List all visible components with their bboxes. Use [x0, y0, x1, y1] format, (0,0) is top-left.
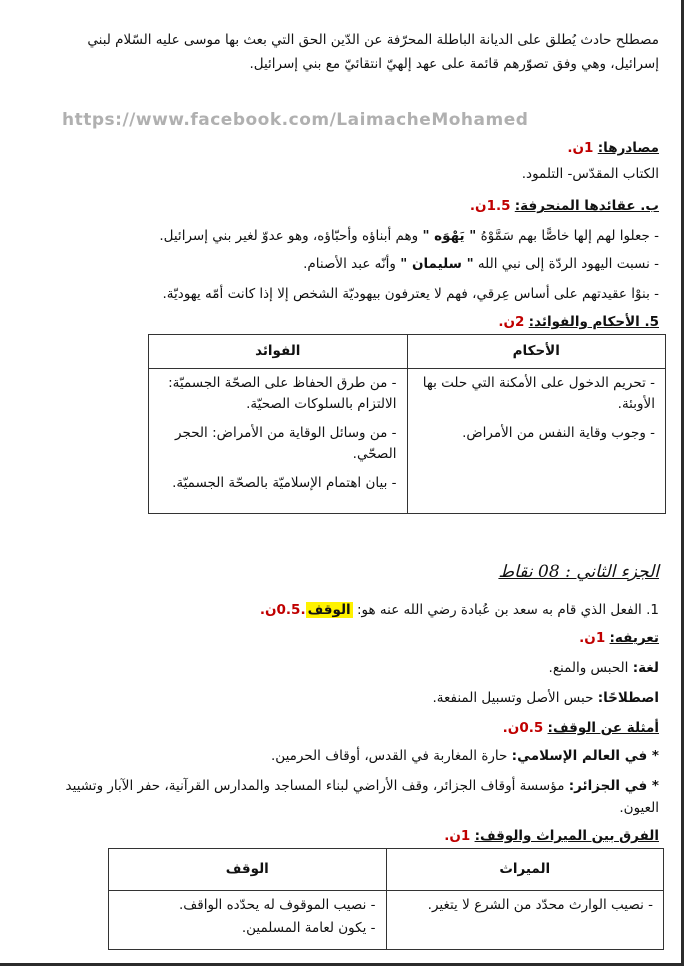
definition-mark: 1ن.	[579, 630, 606, 646]
examples-heading-line	[503, 718, 659, 738]
sources-text: الكتاب المقدّس- التلمود.	[521, 166, 659, 182]
diff-heading: الفرق بين الميراث والوقف:	[474, 828, 659, 844]
benefits-cell	[149, 369, 408, 514]
waqf-item: - نصيب الموقوف له يحدّده الواقف.	[179, 897, 376, 913]
definition-lang-label: لغة:	[632, 660, 659, 676]
examples-algeria-line	[66, 776, 659, 796]
part2-heading: الجزء الثاني : 08 نقاط	[498, 562, 659, 582]
examples-mark: 0.5ن.	[502, 720, 544, 736]
examples-algeria-line-2: العيون.	[619, 800, 659, 816]
belief-1-text-a: - جعلوا لهم إلها خاصًّا بهم سَمَّوْهُ	[476, 228, 659, 244]
waqf-cell	[109, 891, 387, 950]
beliefs-heading: ب. عقائدها المنحرفة:	[514, 198, 659, 214]
definition-term-label: اصطلاحًا:	[597, 690, 659, 706]
examples-algeria-label: * في الجزائر:	[568, 778, 659, 794]
inheritance-col-header: الميراث	[386, 849, 664, 891]
definition-lang-text: الحبس والمنع.	[548, 660, 633, 676]
intro-line-2: إسرائيل، وهي وفق تصوّرهم قائمة على عهد إلهيّ انتقائيّ مع بني إسرائيل.	[249, 56, 659, 72]
belief-1-text-c: وهم أبناؤه وأحبّاؤه، وهو عدوّ لغير بني إسرائيل.	[159, 228, 423, 244]
beliefs-mark: 1.5ن.	[469, 198, 511, 214]
inheritance-item: - نصيب الوارث محدّد من الشرع لا يتغير.	[427, 897, 653, 913]
rulings-mark: 2ن.	[498, 314, 525, 330]
definition-heading-line	[579, 628, 659, 648]
rulings-heading-line	[498, 312, 659, 332]
waqf-col-header: الوقف	[109, 849, 387, 891]
benefit-item: - بيان اهتمام الإسلاميّة بالصحّة الجسميّة.	[172, 475, 397, 491]
belief-item-3: - بنوْا عقيدتهم على أساس عِرقي، فهم لا يعترفون بيهوديّة الشخص إلا إذا كانت أمّه يهوديّة.	[162, 286, 659, 302]
question-1-line	[260, 600, 659, 620]
examples-islamic-label: * في العالم الإسلامي:	[511, 748, 659, 764]
belief-2-text-c: وأنّه عبد الأصنام.	[303, 256, 401, 272]
sources-heading-line	[567, 138, 659, 158]
belief-1-name: " يَهْوَه "	[422, 228, 477, 244]
waqf-item: - يكون لعامة المسلمين.	[241, 920, 376, 936]
diff-table	[108, 848, 664, 950]
diff-mark: 1ن.	[444, 828, 471, 844]
intro-line-1: مصطلح حادث يُطلق على الديانة الباطلة المحرّفة عن الدّين الحق التي بعث بها موسى عليه السّلام لبني	[87, 32, 659, 48]
ruling-item: - تحريم الدخول على الأمكنة التي حلت بها الأوبئة.	[422, 375, 655, 412]
benefit-item: - من وسائل الوقاية من الأمراض: الحجر الصحّي.	[175, 425, 397, 462]
benefit-item: - من طرق الحفاظ على الصحّة الجسميّة: الالتزام بالسلوكات الصحيّة.	[168, 375, 397, 412]
beliefs-heading-line	[470, 196, 659, 216]
belief-2-name: " سليمان "	[400, 256, 474, 272]
examples-islamic-text: حارة المغاربة في القدس، أوقاف الحرمين.	[271, 748, 512, 764]
watermark-url: https://www.facebook.com/LaimacheMohamed	[62, 110, 529, 130]
rulings-heading: 5. الأحكام والفوائد:	[528, 314, 659, 330]
definition-term-line	[432, 688, 659, 708]
definition-term-text: حبس الأصل وتسبيل المنفعة.	[432, 690, 598, 706]
belief-item-2	[303, 254, 659, 274]
part2-heading-line	[498, 562, 659, 582]
question-1-text: 1. الفعل الذي قام به سعد بن عُبادة رضي الله عنه هو:	[352, 602, 659, 618]
rulings-table	[148, 334, 666, 514]
rulings-cell	[407, 369, 666, 514]
benefits-col-header: الفوائد	[149, 335, 408, 369]
sources-heading: مصادرها:	[597, 140, 659, 156]
definition-lang-line	[549, 658, 659, 678]
examples-algeria-text: مؤسسة أوقاف الجزائر، وقف الأراضي لبناء المساجد والمدارس القرآنية، حفر الآبار وتشييد	[65, 778, 569, 794]
diff-heading-line	[444, 826, 659, 846]
examples-heading: أمثلة عن الوقف:	[547, 720, 659, 736]
inheritance-cell	[386, 891, 664, 950]
belief-item-1	[159, 226, 659, 246]
rulings-col-header: الأحكام	[407, 335, 666, 369]
sources-mark: 1ن.	[567, 140, 594, 156]
ruling-item: - وجوب وقاية النفس من الأمراض.	[462, 425, 655, 441]
definition-heading: تعريفه:	[609, 630, 659, 646]
belief-2-text-a: - نسبت اليهود الردّة إلى نبي الله	[473, 256, 659, 272]
question-1-mark: .0.5ن.	[259, 602, 306, 618]
question-1-answer: الوقف	[307, 602, 351, 618]
examples-islamic-line	[271, 746, 659, 766]
